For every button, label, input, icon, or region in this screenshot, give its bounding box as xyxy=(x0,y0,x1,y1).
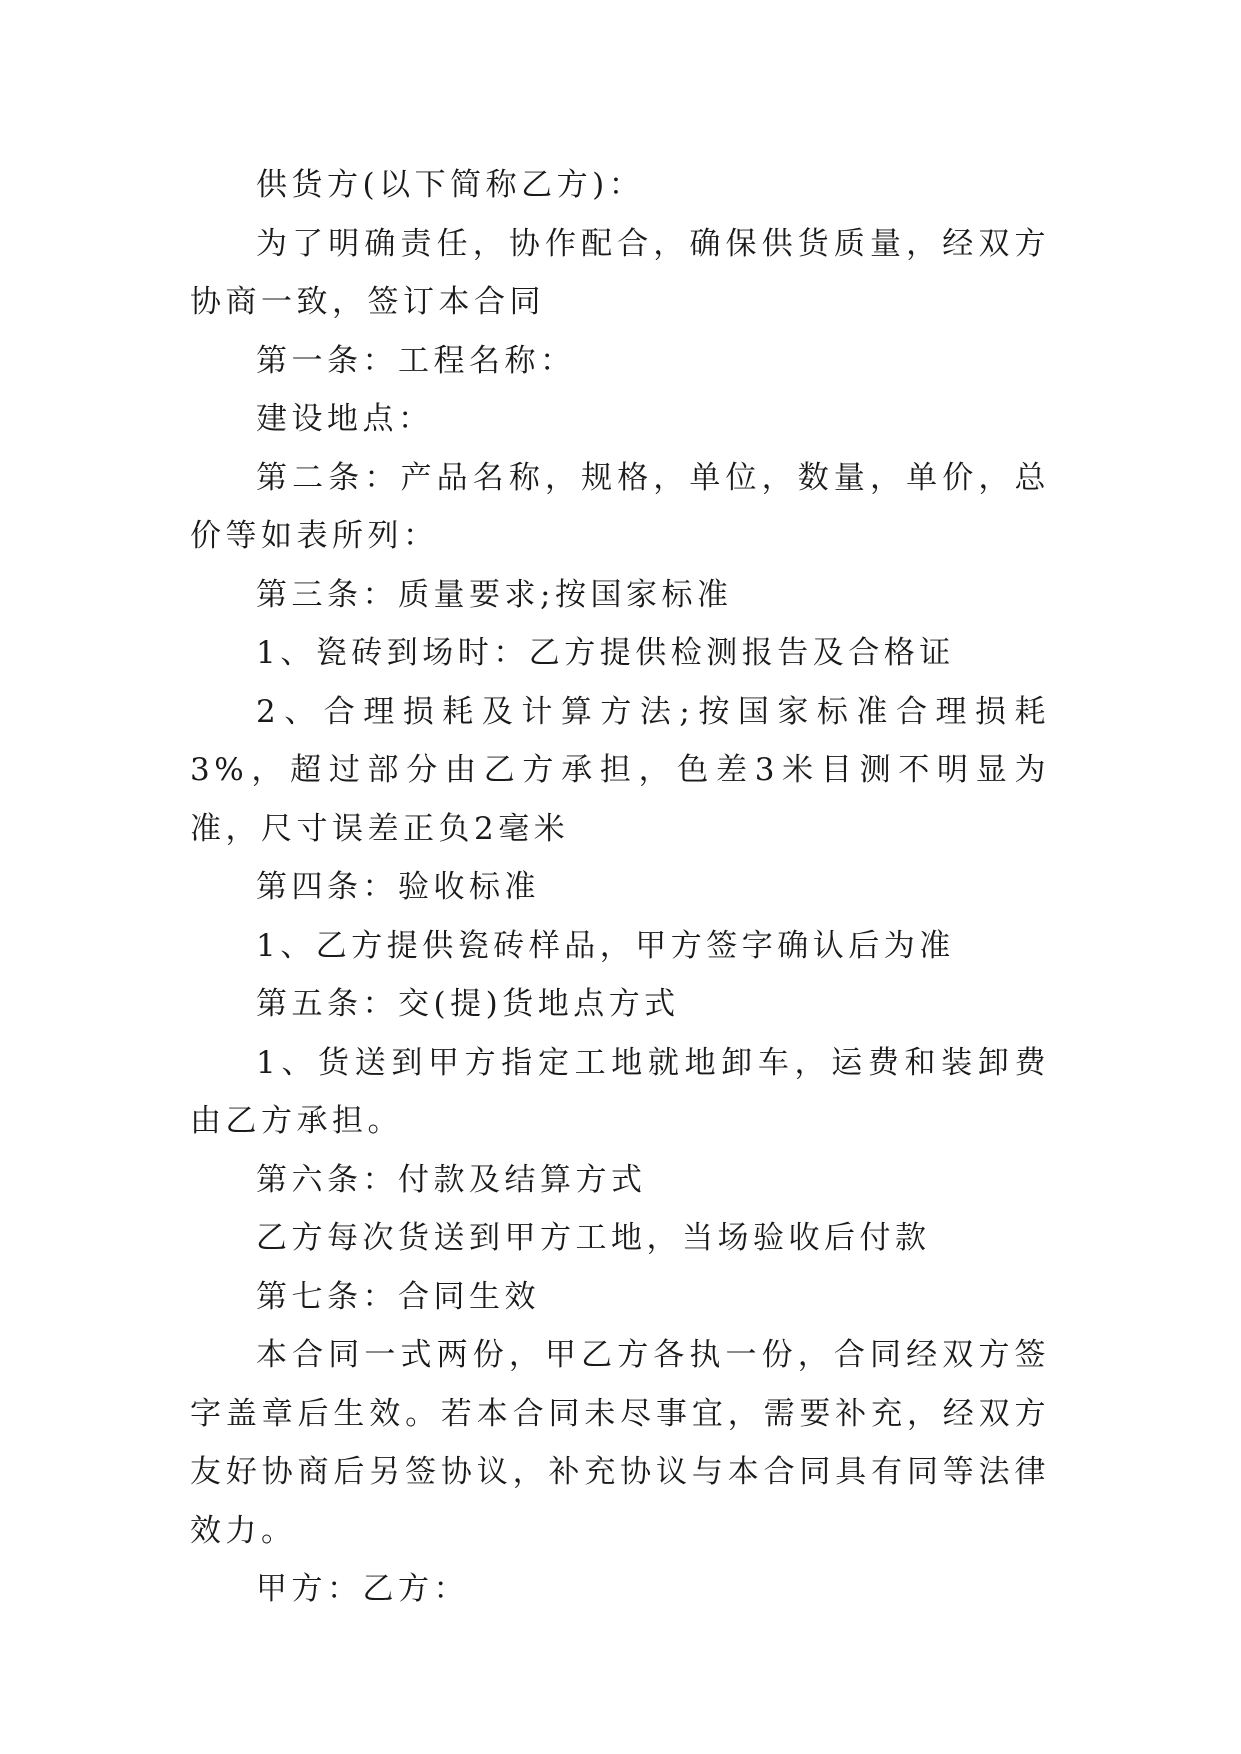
article-6-body: 乙方每次货送到甲方工地，当场验收后付款 xyxy=(256,1220,931,1256)
article-4-item-1: 1、乙方提供瓷砖样品，甲方签字确认后为准 xyxy=(256,927,955,964)
article-5-heading: 第五条：交(提)货地点方式 xyxy=(256,986,680,1022)
document-body xyxy=(190,156,1050,1619)
article-7-heading: 第七条：合同生效 xyxy=(256,1278,540,1315)
article-3-item-2: 2、合理损耗及计算方法;按国家标准合理损耗3%，超过部分由乙方承担，色差3米目测不明显为准，尺寸误差正负2毫米 xyxy=(190,693,1050,847)
article-5-item-1: 1、货送到甲方指定工地就地卸车，运费和装卸费由乙方承担。 xyxy=(190,1044,1050,1139)
article-6-heading: 第六条：付款及结算方式 xyxy=(256,1161,647,1198)
article-3-item-1: 1、瓷砖到场时：乙方提供检测报告及合格证 xyxy=(256,635,955,671)
article-3-heading: 第三条：质量要求;按国家标准 xyxy=(256,576,733,613)
article-1-heading: 第一条：工程名称： xyxy=(256,342,576,379)
signature-line: 甲方：乙方： xyxy=(256,1571,469,1607)
article-2-paragraph: 第二条：产品名称，规格，单位，数量，单价，总价等如表所列： xyxy=(190,459,1050,554)
construction-site-line: 建设地点： xyxy=(256,401,434,437)
article-4-heading: 第四条：验收标准 xyxy=(256,869,540,905)
article-7-body: 本合同一式两份，甲乙方各执一份，合同经双方签字盖章后生效。若本合同未尽事宜，需要补充，经双方友好协商后另签协议，补充协议与本合同具有同等法律效力。 xyxy=(190,1337,1050,1549)
supplier-line: 供货方(以下简称乙方)： xyxy=(256,167,645,203)
preamble-paragraph: 为了明确责任，协作配合，确保供货质量，经双方协商一致，签订本合同 xyxy=(190,225,1050,320)
